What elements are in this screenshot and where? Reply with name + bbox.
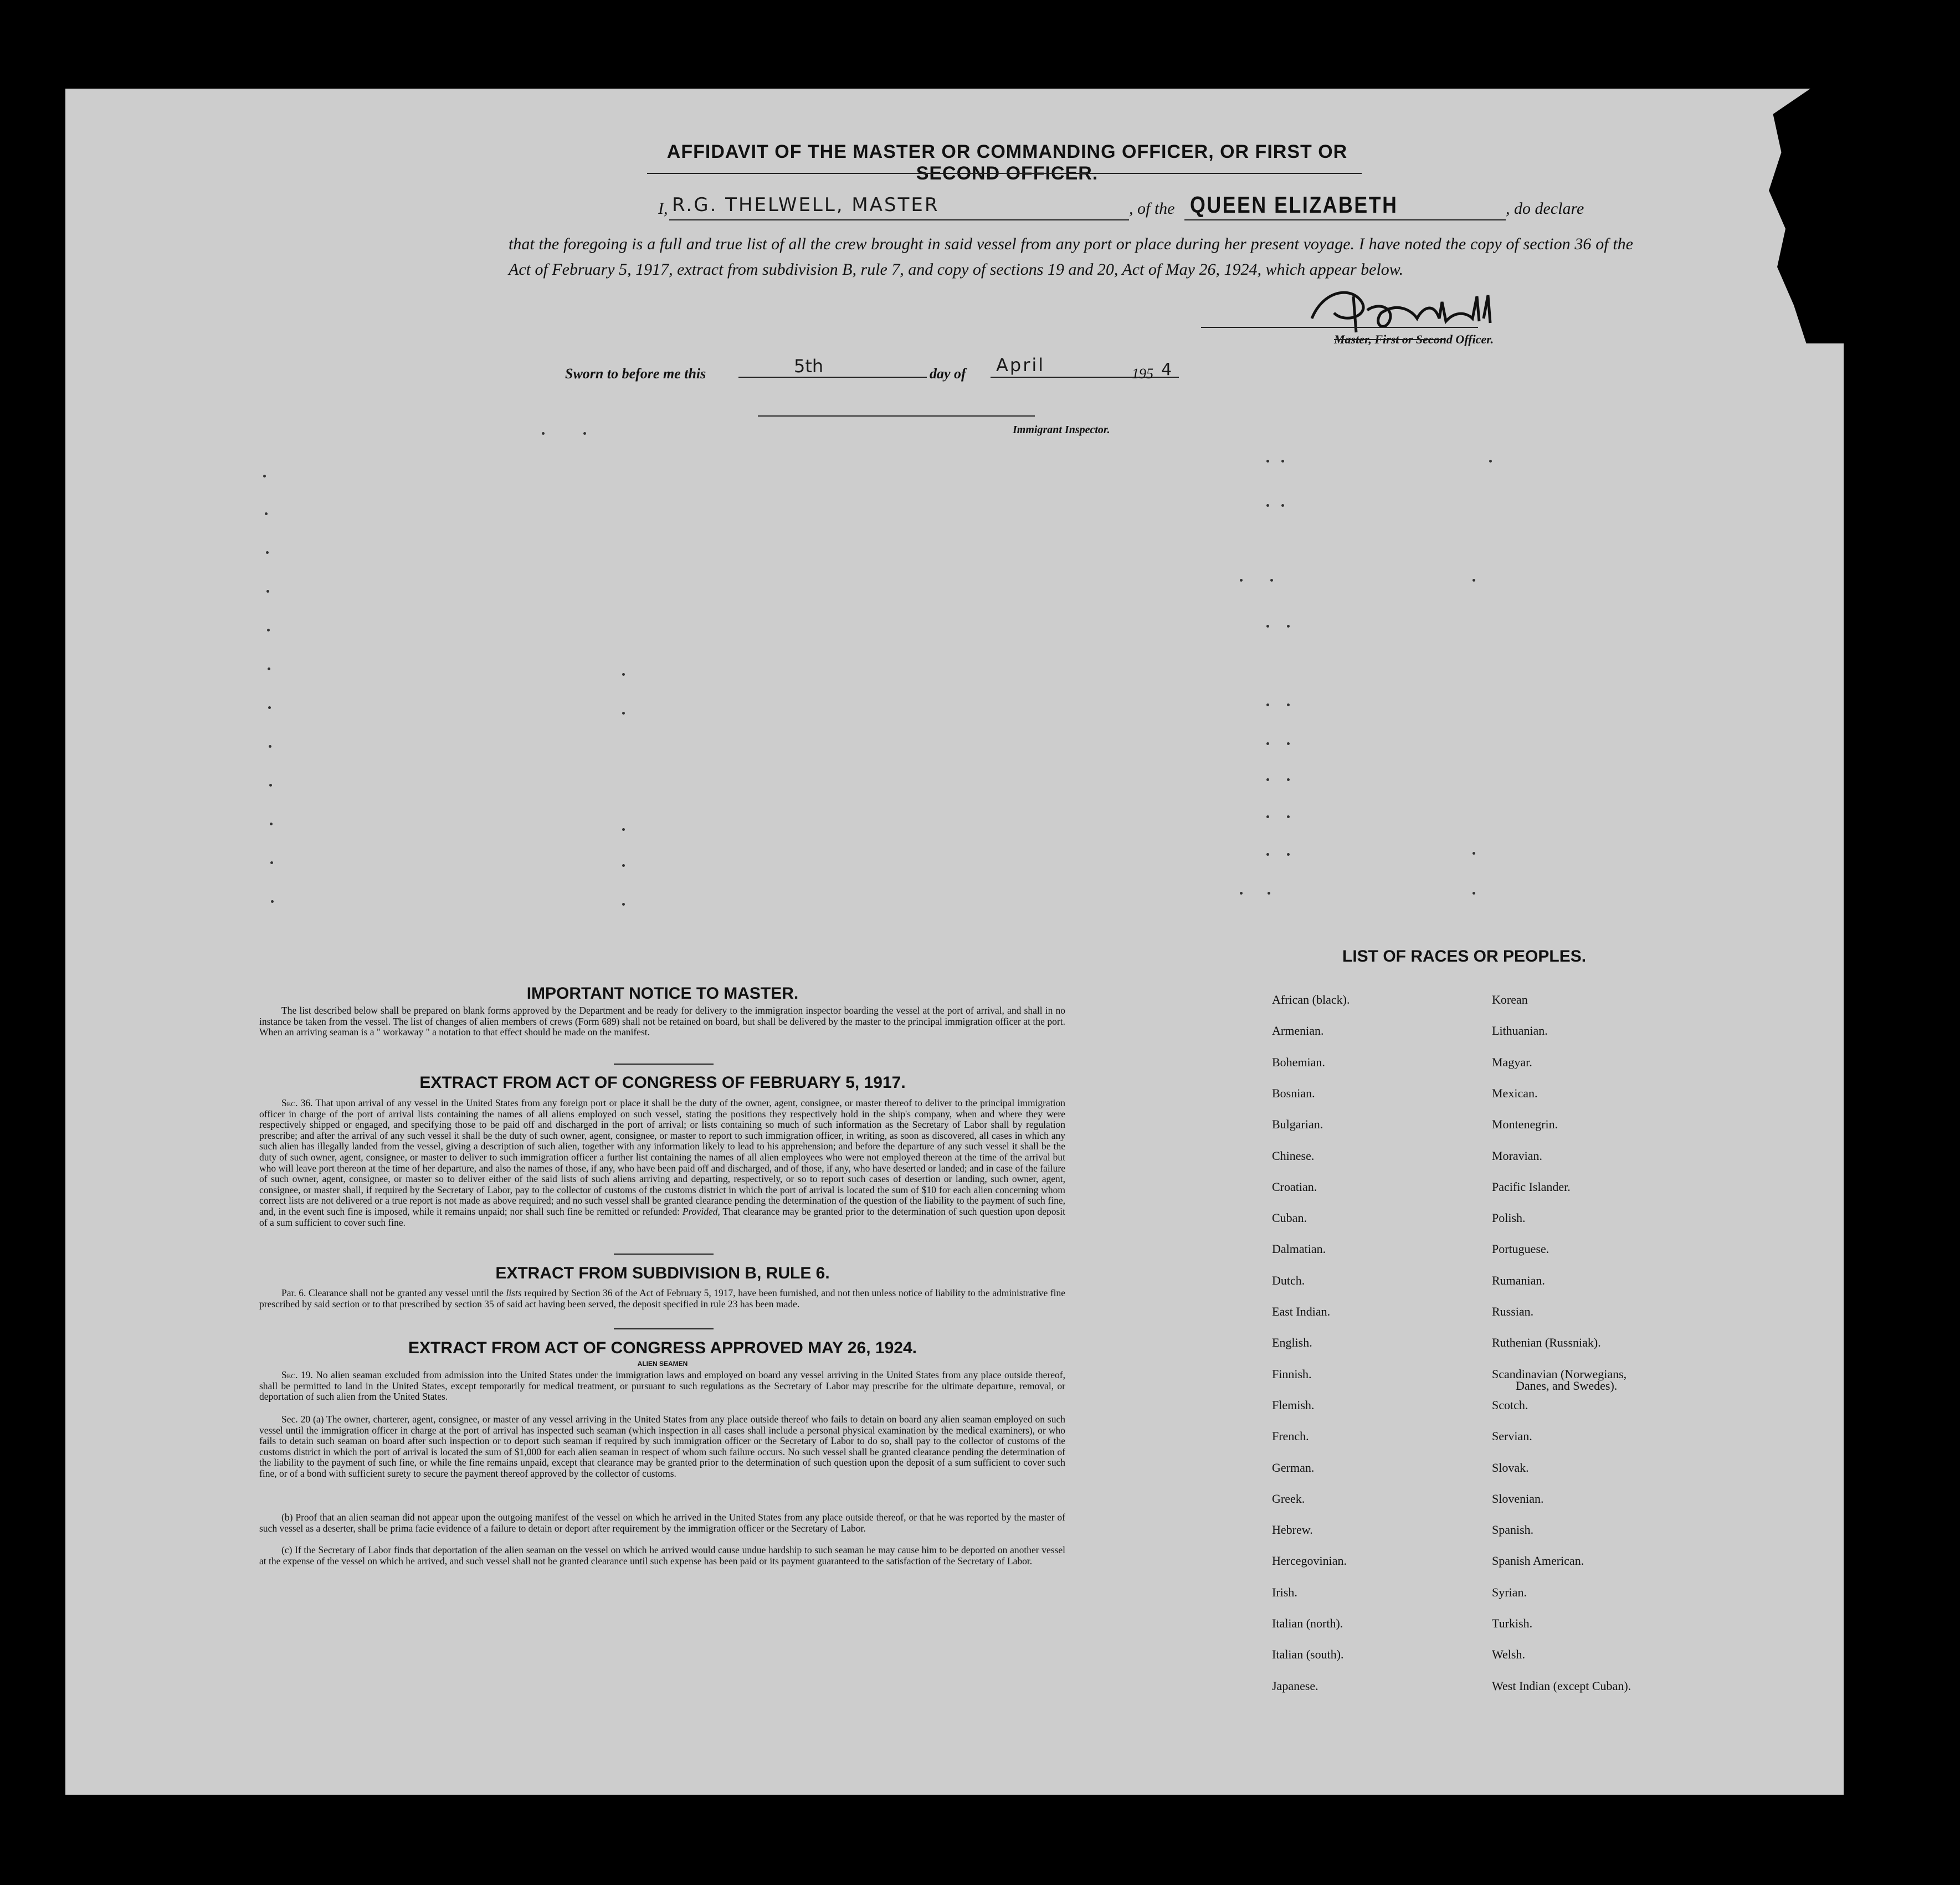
race-item: Russian.: [1492, 1304, 1534, 1318]
notice-title: IMPORTANT NOTICE TO MASTER.: [526, 984, 799, 1003]
race-item: Hebrew.: [1272, 1523, 1313, 1537]
race-item: Lithuanian.: [1492, 1024, 1548, 1037]
race-item: Magyar.: [1492, 1055, 1532, 1069]
sworn-month: April: [996, 355, 1045, 376]
punch-hole: [1851, 593, 1880, 622]
race-item: Dutch.: [1272, 1273, 1305, 1287]
race-item: Slovak.: [1492, 1461, 1529, 1475]
affidavit-line1: [658, 199, 668, 218]
race-item: Bulgarian.: [1272, 1117, 1323, 1131]
race-item: Italian (north).: [1272, 1616, 1343, 1630]
race-item: Italian (south).: [1272, 1647, 1344, 1661]
master-name: R.G. THELWELL, MASTER: [672, 194, 940, 216]
extract-1917-text: Sec. 36. That upon arrival of any vessel in the United States from any foreign port or place it shall be the duty of the owner, agent, consignee, or master thereof to deliver to the principal immigration officer in charge of the port of arrival lists containing the names of all aliens employed on such vessel, stating the positions they respectively hold in the ship's company, when and where they were respectively shipped or engaged, and specifying those to be paid off and discharged in the port of arrival; or lists containing so much of such information as the Secretary of Labor shall by regulation prescribe; and after the arrival of any such vessel it shall be the duty of such owner, agent, consignee, or master to report to such immigration officer, in writing, as soon as discovered, all cases in which any such alien has illegally landed from the vessel, giving a description of such alien, together with any information likely to lead to his apprehension; and before the departure of any such vessel it shall be the duty of such owner, agent, consignee, or master to deliver to such immigration officer a further list containing the names of all alien employees who were not employed thereon at the time of the arrival but who will leave port thereon at the time of her departure, and also the names of those, if any, who have been paid off and discharged, and of those, if any, who have deserted or landed; and in case of the failure of such owner, agent, consignee, or master so to deliver either of the said lists of such aliens arriving and departing, respectively, or so to report such cases of desertion or landing, such owner, agent, consignee, or master shall, if required by the Secretary of Labor, pay to the collector of customs of the customs district in which the port of arrival is located the sum of $10 for each alien concerning whom correct lists are not delivered or a true report is not made as above required; and no such vessel shall be granted clearance pending the determination of the question of the liability to the payment of such fine, and, in the event such fine is imposed, while it remains unpaid; nor shall such fine be remitted or refunded: Provided, That clearance may be granted prior to the determination of such question upon deposit of a sum sufficient to cover such fine.: [259, 1097, 1065, 1228]
sec-20b-text: (b) Proof that an alien seaman did not appear upon the outgoing manifest of the vessel on which he arrived in the United States from any place outside thereof, or that he was reported by the master of such vessel as a deserter, shall be prima facie evidence of a failure to detain or deport after requirement by the immigration officer or the Secretary of Labor.: [259, 1512, 1065, 1534]
punch-hole: [1847, 326, 1876, 355]
affidavit-body: that the foregoing is a full and true list of all the crew brought in said vessel from any port or place during her present voyage. I have noted the copy of section 36 of the Act of February 5, 1917, extract from subdivision B, rule 7, and copy of sections 19 and 20, Act of May 26, 1924, which appear below.: [509, 235, 1633, 279]
sworn-day: 5th: [794, 356, 824, 377]
year-prefix: 195: [1132, 366, 1153, 382]
day-of: day of: [930, 366, 966, 382]
race-item: Turkish.: [1492, 1616, 1533, 1630]
torn-corner: [1761, 89, 1844, 343]
race-item: Rumanian.: [1492, 1273, 1545, 1287]
race-item: Slovenian.: [1492, 1492, 1544, 1506]
race-item: Mexican.: [1492, 1086, 1538, 1100]
race-item: Bosnian.: [1272, 1086, 1315, 1100]
do-declare: , do declare: [1506, 199, 1584, 218]
race-item: African (black).: [1272, 993, 1350, 1006]
race-item: Korean: [1492, 993, 1528, 1006]
document-page: [65, 89, 1844, 1795]
affidavit-title: AFFIDAVIT OF THE MASTER OR COMMANDING OFFICER, OR FIRST OR SECOND OFFICER.: [666, 141, 1348, 184]
of-the: , of the: [1129, 199, 1175, 218]
sec-19-text: Sec. 19. No alien seaman excluded from admission into the United States under the immigration laws and employed on board any vessel arriving in the United States from any place outside thereof, shall be permitted to land in the United States, except temporarily for medical treatment, or pursuant to such regulations as the Secretary of Labor may prescribe for the ultimate departure, removal, or deportation of such alien from the United States.: [259, 1369, 1065, 1403]
sworn-prefix: Sworn to before me this: [565, 366, 706, 382]
race-item: Scandinavian (Norwegians,: [1492, 1367, 1627, 1381]
year-digit: 4: [1161, 360, 1172, 379]
race-item: Syrian.: [1492, 1585, 1527, 1599]
race-right-continuation: Danes, and Swedes).: [1516, 1379, 1618, 1393]
race-item: Scotch.: [1492, 1398, 1528, 1412]
race-item: West Indian (except Cuban).: [1492, 1679, 1631, 1693]
race-item: Dalmatian.: [1272, 1242, 1326, 1256]
sec-20a-text: Sec. 20 (a) The owner, charterer, agent, consignee, or master of any vessel arriving in the United States from any place outside thereof who fails to detain on board any alien seaman employed on such vessel until the immigration officer in charge at the port of arrival has inspected such seaman (which inspection in all cases shall include a personal physical examination by the medical examiners), or who fails to detain such seaman on board after such inspection or to deport such seaman if required by such immigration officer or the Secretary of Labor to do so, shall pay to the collector of customs of the customs district in which the port of arrival is located the sum of $1,000 for each alien seaman in respect of whom such failure occurs. No such vessel shall be granted clearance pending the determination of the liability to the payment of such fine, or while the fine remains unpaid, except that clearance may be granted prior to the determination of such question upon the deposit of a sum sufficient to cover such fine, or of a bond with sufficient surety to secure the payment thereof approved by the collector of customs.: [259, 1414, 1065, 1479]
alien-seamen-subtitle: ALIEN SEAMEN: [637, 1360, 688, 1368]
signature-caption: Master, First or Second Officer.: [1334, 332, 1494, 346]
i-prefix: I,: [658, 199, 668, 218]
race-item: Greek.: [1272, 1492, 1305, 1506]
race-item: Croatian.: [1272, 1180, 1317, 1194]
race-item: Chinese.: [1272, 1149, 1315, 1163]
extract-1917-title: EXTRACT FROM ACT OF CONGRESS OF FEBRUARY 5, 1917.: [419, 1074, 906, 1092]
punch-hole: [1886, 1518, 1915, 1547]
subdivision-text: Par. 6. Clearance shall not be granted any vessel until the lists required by Section 36 of the Act of February 5, 1917, have been furnished, and not then unless notice of liability to the administrative fine prescribed by said section or to that prescribed by section 35 of said act having been served, the deposit specified in rule 23 has been made.: [259, 1287, 1066, 1309]
punch-hole: [1854, 679, 1882, 708]
notice-text: The list described below shall be prepared on blank forms approved by the Department and be ready for delivery to the immigration inspector boarding the vessel at the port of arrival, and shall in no instance be taken from the vessel. The list of changes of alien members of crews (Form 689) shall not be retained on board, but shall be delivered by the master to the principal immigration officer at the port. When an arriving seaman is a " workaway " a notation to that effect should be made on the manifest.: [259, 1005, 1065, 1038]
race-item: Ruthenian (Russniak).: [1492, 1336, 1601, 1349]
subdivision-title: EXTRACT FROM SUBDIVISION B, RULE 6.: [495, 1264, 830, 1282]
race-item: Spanish American.: [1492, 1554, 1584, 1568]
races-title: LIST OF RACES OR PEOPLES.: [1342, 947, 1587, 965]
master-signature: [1301, 280, 1545, 341]
race-item: Portuguese.: [1492, 1242, 1549, 1256]
punch-hole: [1887, 1603, 1916, 1632]
race-item: Finnish.: [1272, 1367, 1312, 1381]
race-item: Cuban.: [1272, 1211, 1307, 1225]
race-item: Bohemian.: [1272, 1055, 1325, 1069]
race-item: Servian.: [1492, 1429, 1532, 1443]
sec-20c-text: (c) If the Secretary of Labor finds that deportation of the alien seaman on the vessel on which he arrived would cause undue hardship to such seaman he may cause him to be deported on another vessel at the expense of the vessel on which he arrived, and such vessel shall not be granted clearance until such expense has been paid or its payment guaranteed to the satisfaction of the Secretary of Labor.: [259, 1544, 1065, 1566]
race-item: Flemish.: [1272, 1398, 1315, 1412]
race-item: English.: [1272, 1336, 1312, 1349]
inspector-caption: Immigrant Inspector.: [1013, 424, 1110, 436]
race-item: Pacific Islander.: [1492, 1180, 1571, 1194]
race-item: Welsh.: [1492, 1647, 1525, 1661]
race-item: Moravian.: [1492, 1149, 1543, 1163]
race-item: Armenian.: [1272, 1024, 1324, 1037]
race-item: East Indian.: [1272, 1304, 1331, 1318]
vessel-name: QUEEN ELIZABETH: [1190, 192, 1398, 218]
race-item: Polish.: [1492, 1211, 1526, 1225]
race-item: Irish.: [1272, 1585, 1297, 1599]
race-item: Hercegovinian.: [1272, 1554, 1347, 1568]
race-item: Japanese.: [1272, 1679, 1318, 1693]
race-item: German.: [1272, 1461, 1315, 1475]
punch-hole: [1885, 1169, 1913, 1198]
race-item: French.: [1272, 1429, 1309, 1443]
race-item: Spanish.: [1492, 1523, 1534, 1537]
title-underline: [647, 173, 1362, 174]
race-item: Montenegrin.: [1492, 1117, 1558, 1131]
extract-1924-title: EXTRACT FROM ACT OF CONGRESS APPROVED MAY 26, 1924.: [408, 1339, 917, 1357]
